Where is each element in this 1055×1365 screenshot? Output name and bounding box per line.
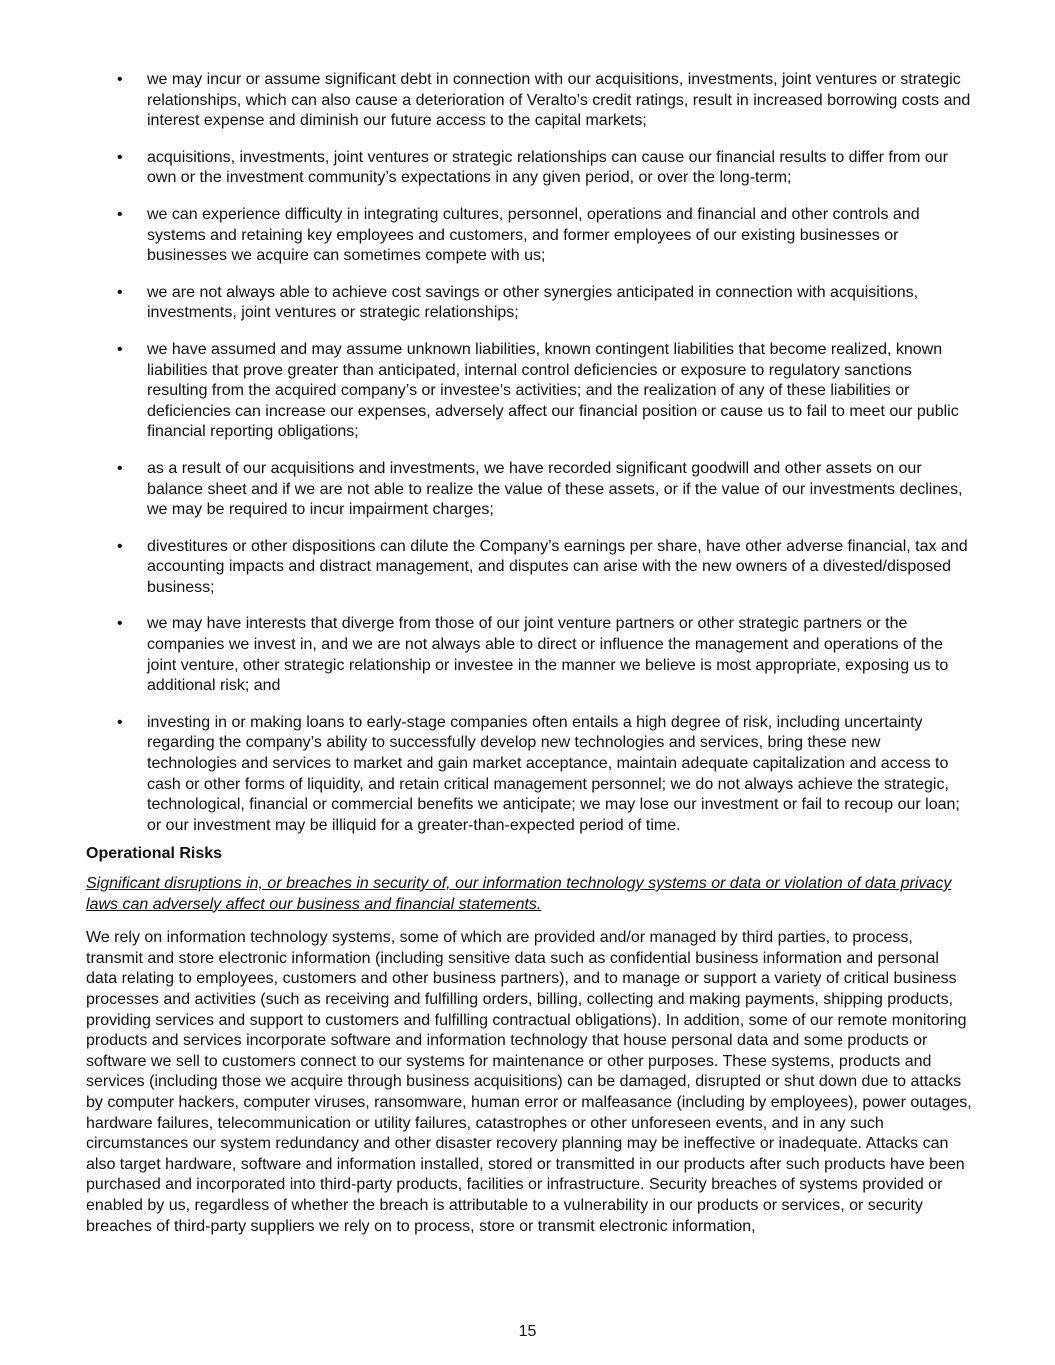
bullet-marker: • [117, 459, 123, 477]
bullet-marker: • [117, 615, 123, 633]
bullet-text: investing in or making loans to early-stage companies often entails a high degree of risk, including uncertainty regarding the company’s ability to successfully develop new technologies and services, bring these new technologies and services to market and gain market acceptance, maintain adequate capitalization and access to cash or other forms of liquidity, and retain critical management personnel; we do not always achieve the strategic, technological, financial or commercial benefits we anticipate; we may lose our investment or fail to recoup our loan; or our investment may be illiquid for a greater-than-expected period of time. [147, 713, 960, 834]
bullet-marker: • [117, 537, 123, 555]
bullet-text: as a result of our acquisitions and investments, we have recorded significant goodwill and other assets on our balance sheet and if we are not able to realize the value of these assets, or if the value of our investments declines, we may be required to incur impairment charges; [147, 459, 963, 519]
bullet-text: acquisitions, investments, joint ventures or strategic relationships can cause our financial results to differ from our own or the investment community’s expectations in any given period, or over the long-term; [147, 148, 948, 187]
bullet-item [86, 283, 972, 324]
bullet-marker: • [117, 283, 123, 301]
bullet-item [86, 70, 972, 132]
risk-bullet-list [86, 70, 972, 836]
bullet-marker: • [117, 340, 123, 358]
bullet-text: we may have interests that diverge from those of our joint venture partners or other strategic partners or the companies we invest in, and we are not always able to direct or influence the management and operations of the joint venture, other strategic relationship or investee in the manner we believe is most appropriate, exposing us to additional risk; and [147, 615, 949, 695]
body-paragraph: We rely on information technology systems, some of which are provided and/or managed by third parties, to process, transmit and store electronic information (including sensitive data such as confidential business information and personal data relating to employees, customers and other business partners), and to manage or support a variety of critical business processes and activities (such as receiving and fulfilling orders, billing, collecting and making payments, shipping products, providing services and support to customers and fulfilling contractual obligations). In addition, some of our remote monitoring products and services incorporate software and information technology that house personal data and some products or software we sell to customers connect to our systems for maintenance or other purposes. These systems, products and services (including those we acquire through business acquisitions) can be damaged, disrupted or shut down due to attacks by computer hackers, computer viruses, ransomware, human error or malfeasance (including by employees), power outages, hardware failures, telecommunication or utility failures, catastrophes or other unforeseen events, and in any such circumstances our system redundancy and other disaster recovery planning may be ineffective or inadequate. Attacks can also target hardware, software and information installed, stored or transmitted in our products after such products have been purchased and incorporated into third-party products, facilities or infrastructure. Security breaches of systems provided or enabled by us, regardless of whether the breach is attributable to a vulnerability in our products or services, or security breaches of third-party suppliers we rely on to process, store or transmit electronic information, [86, 929, 972, 1235]
bullet-item [86, 340, 972, 443]
bullet-marker: • [117, 205, 123, 223]
page-number: 15 [518, 1323, 537, 1340]
bullet-item [86, 148, 972, 189]
bullet-marker: • [117, 71, 123, 88]
bullet-item [86, 205, 972, 267]
section-heading: Operational Risks [86, 845, 223, 863]
bullet-text: we are not always able to achieve cost savings or other synergies anticipated in connection with acquisitions, investments, joint ventures or strategic relationships; [147, 283, 919, 322]
risk-subheading: Significant disruptions in, or breaches in security of, our information technology systems or data or violation of data privacy laws can adversely affect our business and financial statements. [86, 875, 952, 913]
bullet-text: divestitures or other dispositions can dilute the Company’s earnings per share, have other adverse financial, tax and accounting impacts and distract management, and disputes can arise with the new owners of a divested/disposed business; [147, 537, 968, 596]
bullet-text: we have assumed and may assume unknown liabilities, known contingent liabilities that become realized, known liabilities that prove greater than anticipated, internal control deficiencies or exposure to regulatory sanctions resulting from the acquired company’s or investee’s activities; and the realization of any of these liabilities or deficiencies can increase our expenses, adversely affect our financial position or cause us to fail to meet our public financial reporting obligations; [147, 340, 959, 441]
bullet-text: we may incur or assume significant debt in connection with our acquisitions, investments, joint ventures or strategic relationships, which can also cause a deterioration of Veralto’s credit ratings, result in increased borrowing costs and interest expense and diminish our future access to the capital markets; [147, 71, 971, 130]
bullet-item [86, 614, 972, 696]
bullet-marker: • [117, 148, 123, 166]
bullet-text: we can experience difficulty in integrating cultures, personnel, operations and financial and other controls and systems and retaining key employees and customers, and former employees of our existing businesses or businesses we acquire can sometimes compete with us; [147, 205, 920, 265]
bullet-marker: • [117, 713, 123, 731]
document-page [86, 70, 972, 1237]
bullet-item [86, 459, 972, 521]
bullet-item [86, 713, 972, 837]
bullet-item [86, 537, 972, 599]
